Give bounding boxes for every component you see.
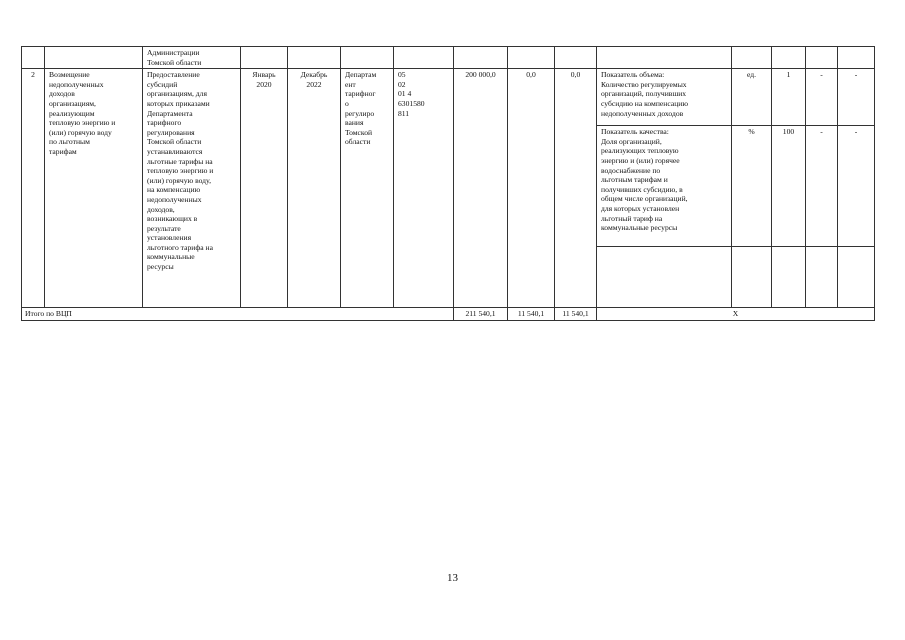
budget-code: 05 02 01 4 6301580 811 [394, 69, 454, 308]
funding-total: 200 000,0 [454, 69, 508, 308]
program-table [21, 46, 875, 321]
indicator-quality-unit: % [732, 126, 772, 247]
total-row [22, 308, 875, 321]
task-name: Возмещение недополученных доходов организациям, реализующим тепловую энергию и (или) горячую воду по льготным тарифам [45, 69, 143, 308]
indicator-volume-value-3: - [838, 69, 875, 126]
indicator-quality-value-3: - [838, 126, 875, 247]
indicator-volume-value-1: 1 [772, 69, 806, 126]
funding-year-2: 0,0 [555, 69, 597, 308]
indicator-volume-name: Показатель объема: Количество регулируемых организаций, получивших субсидию на компенсацию недополученных доходов [597, 69, 732, 126]
event-name: Предоставление субсидий организациям, для которых приказами Департамента тарифного регулирования Томской области устанавливаются льготные тарифы на тепловую энергию и (или) горячую воду, на компенсацию недополученных доходов, возникающих в результате установления льготного тарифа на коммунальные ресурсы [143, 69, 241, 308]
row-number: 2 [22, 69, 45, 308]
indicator-volume-value-2: - [806, 69, 838, 126]
page-number: 13 [447, 572, 458, 584]
total-x-mark: Х [597, 308, 875, 321]
indicator-volume-unit: ед. [732, 69, 772, 126]
start-date: Январь 2020 [241, 69, 288, 308]
funding-year-1: 0,0 [508, 69, 555, 308]
total-year-1: 11 540,1 [508, 308, 555, 321]
end-date: Декабрь 2022 [288, 69, 341, 308]
indicator-quality-name: Показатель качества: Доля организаций, реализующих тепловую энергию и (или) горячее водоснабжение по льготным тарифам и получивших субсидию, в общем числе организаций, для которых установлен льготный тариф на коммунальные ресурсы [597, 126, 732, 247]
indicator-quality-value-1: 100 [772, 126, 806, 247]
total-year-2: 11 540,1 [555, 308, 597, 321]
total-label: Итого по ВЦП [22, 308, 454, 321]
continuation-executor: Администрации Томской области [143, 47, 241, 69]
total-sum: 211 540,1 [454, 308, 508, 321]
task-row [22, 69, 875, 126]
executor: Департам ент тарифног о регулиро вания Томской области [341, 69, 394, 308]
indicator-quality-value-2: - [806, 126, 838, 247]
continuation-row [22, 47, 875, 69]
